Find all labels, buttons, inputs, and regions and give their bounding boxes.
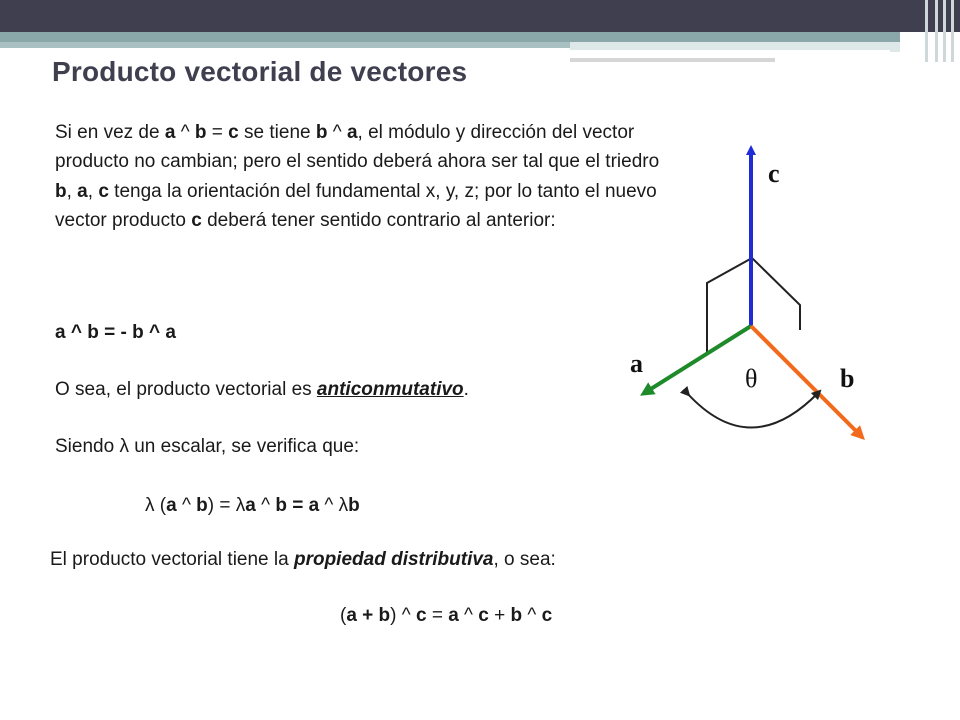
text-run: c — [191, 210, 202, 232]
label-c: c — [768, 159, 780, 188]
text-run: a + b — [346, 605, 391, 626]
text-run: ) ^ — [390, 605, 416, 626]
text-run: ) = λ — [207, 495, 246, 516]
header-band — [0, 32, 900, 42]
text-run: El producto vectorial tiene la — [50, 549, 294, 570]
text-run: = — [426, 605, 449, 626]
text-run: Si en vez de — [55, 122, 165, 143]
text-run: O sea, el producto vectorial es — [55, 379, 317, 400]
text-run: a — [448, 605, 459, 626]
text-run: tenga la orientación del fundamental x, y, z; por lo tanto el nuevo vector producto — [55, 180, 657, 232]
theta-arc — [687, 393, 818, 428]
vector-a — [646, 326, 751, 392]
scalar-statement — [55, 436, 359, 458]
formula-distributive — [340, 605, 552, 627]
text-run: + — [488, 605, 511, 626]
text-run: a ^ b = - b ^ a — [55, 322, 176, 343]
text-run: , — [66, 180, 78, 202]
text-run: deberá tener sentido contrario al anterior: — [201, 210, 556, 232]
text-run: c — [98, 180, 109, 202]
text-run: a — [346, 122, 358, 143]
distributive-statement — [50, 549, 556, 571]
label-theta: θ — [745, 364, 758, 393]
header-band-line — [570, 50, 890, 53]
formula-anticommutative — [55, 322, 176, 344]
text-run: ^ λ — [319, 495, 349, 516]
text-run: = — [206, 122, 229, 143]
plane-outline — [707, 258, 800, 352]
page-title: Producto vectorial de vectores — [52, 56, 468, 87]
text-run: b — [55, 180, 67, 202]
text-run: se tiene — [238, 122, 316, 143]
text-run: Siendo λ un escalar, se verifica que: — [55, 436, 360, 457]
text-run: a — [245, 495, 256, 516]
label-a: a — [630, 349, 643, 378]
header-band-lower — [0, 42, 570, 48]
text-run: , — [87, 180, 99, 202]
text-run: a — [77, 180, 88, 202]
corner-stripes — [915, 0, 960, 62]
text-run: c — [541, 605, 553, 626]
text-run: a — [166, 495, 177, 516]
text-run: anticonmutativo — [316, 379, 464, 400]
text-run: ^ — [458, 605, 479, 626]
text-run: b — [194, 122, 207, 143]
text-run: b = a — [275, 495, 320, 516]
anticommutative-statement — [55, 379, 469, 401]
text-run: ^ — [327, 122, 347, 143]
text-run: a — [164, 122, 176, 143]
text-run: b — [510, 605, 523, 626]
text-run: ( — [340, 605, 347, 626]
cross-product-diagram — [625, 130, 880, 460]
text-run: . — [463, 379, 469, 400]
text-run: c — [415, 605, 427, 626]
text-run: , o sea: — [493, 549, 556, 570]
text-run: ^ — [175, 122, 195, 143]
formula-scalar — [145, 495, 360, 517]
text-run: ^ — [255, 495, 276, 516]
text-run: c — [228, 122, 239, 143]
text-run: c — [478, 605, 489, 626]
text-run: propiedad distributiva — [293, 549, 494, 570]
label-b: b — [840, 364, 855, 393]
text-run: b — [315, 122, 328, 143]
intro-paragraph — [55, 118, 675, 236]
text-run: b — [348, 495, 360, 516]
text-run: ^ — [176, 495, 197, 516]
text-run: λ ( — [145, 495, 167, 516]
top-bar — [0, 0, 960, 32]
text-run: ^ — [522, 605, 542, 626]
header-band-gray — [570, 58, 775, 62]
text-run: , el módulo y dirección del vector producto no cambian; pero el sentido deberá ahora ser tal que el triedro — [55, 122, 660, 173]
text-run: b — [196, 495, 208, 516]
